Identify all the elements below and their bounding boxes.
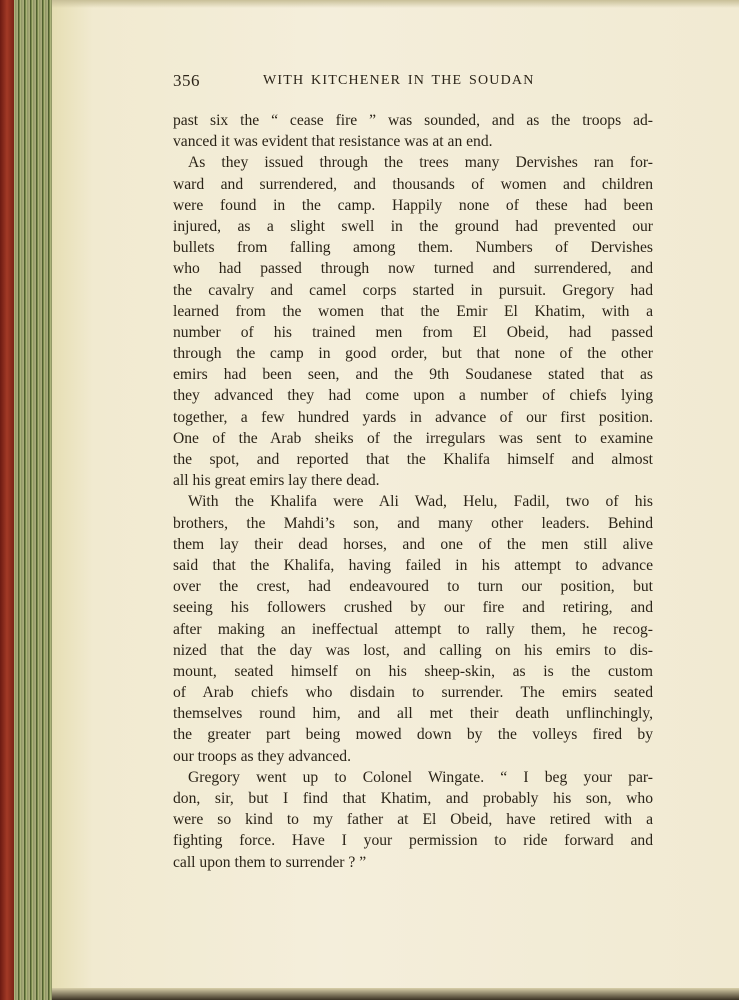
text-line: who had passed through now turned and surrendered, and [173,260,653,278]
text-line: Gregory went up to Colonel Wingate. “ I beg your par- [188,768,653,786]
text-line: were so kind to my father at El Obeid, have retired with a [173,811,653,829]
text-line: them lay their dead horses, and one of the men still alive [173,535,653,553]
text-line: ward and surrendered, and thousands of women and children [173,175,653,193]
text-line: they advanced they had come upon a number of chiefs lying [173,387,653,405]
text-line: vanced it was evident that resistance was at an end. [173,133,493,151]
text-line: of Arab chiefs who disdain to surrender. The emirs seated [173,684,653,702]
text-line: fighting force. Have I your permission to ride forward and [173,832,653,850]
text-line: seeing his followers crushed by our fire and retiring, and [173,599,653,617]
body-text [173,110,653,873]
text-line: themselves round him, and all met their death unflinchingly, [173,705,653,723]
text-line: mount, seated himself on his sheep-skin, as is the custom [173,662,653,680]
text-line: the cavalry and camel corps started in pursuit. Gregory had [173,281,653,299]
text-line: the spot, and reported that the Khalifa himself and almost [173,451,653,468]
text-line: One of the Arab sheiks of the irregulars was sent to examine [173,429,653,447]
text-line: the greater part being mowed down by the volleys fired by [173,726,653,744]
text-line: injured, as a slight swell in the ground had prevented our [173,217,653,235]
page-number: 356 [173,71,200,90]
text-line: our troops as they advanced. [173,747,351,765]
text-line: number of his trained men from El Obeid, had passed [173,323,653,341]
page-header [173,71,653,95]
page-top-shadow [52,0,739,8]
text-line: together, a few hundred yards in advance of our first position. [173,408,653,426]
text-line: With the Khalifa were Ali Wad, Helu, Fadil, two of his [188,493,653,511]
text-line: nized that the day was lost, and calling on his emirs to dis- [173,641,653,659]
text-line: don, sir, but I find that Khatim, and probably his son, who [173,790,653,807]
text-line: through the camp in good order, but that none of the other [173,345,653,363]
text-line: call upon them to surrender ? ” [173,853,367,871]
text-line: learned from the women that the Emir El Khatim, with a [173,302,653,320]
text-line: bullets from falling among them. Numbers of Dervishes [173,239,653,257]
page-bottom-edge [52,988,739,1000]
book-spine-edge [0,0,14,1000]
text-line: As they issued through the trees many Dervishes ran for- [188,154,653,172]
text-line: brothers, the Mahdi’s son, and many other leaders. Behind [173,514,653,532]
running-head: WITH KITCHENER IN THE SOUDAN [263,73,535,88]
text-line: after making an ineffectual attempt to rally them, he recog- [173,620,653,638]
text-line: emirs had been seen, and the 9th Soudanese stated that as [173,366,653,384]
text-line: all his great emirs lay there dead. [173,472,380,490]
text-line: past six the “ cease fire ” was sounded, and as the troops ad- [173,112,653,129]
text-line: were found in the camp. Happily none of these had been [173,196,653,214]
text-line: over the crest, had endeavoured to turn our position, but [173,578,653,596]
text-line: said that the Khalifa, having failed in his attempt to advance [173,556,653,574]
